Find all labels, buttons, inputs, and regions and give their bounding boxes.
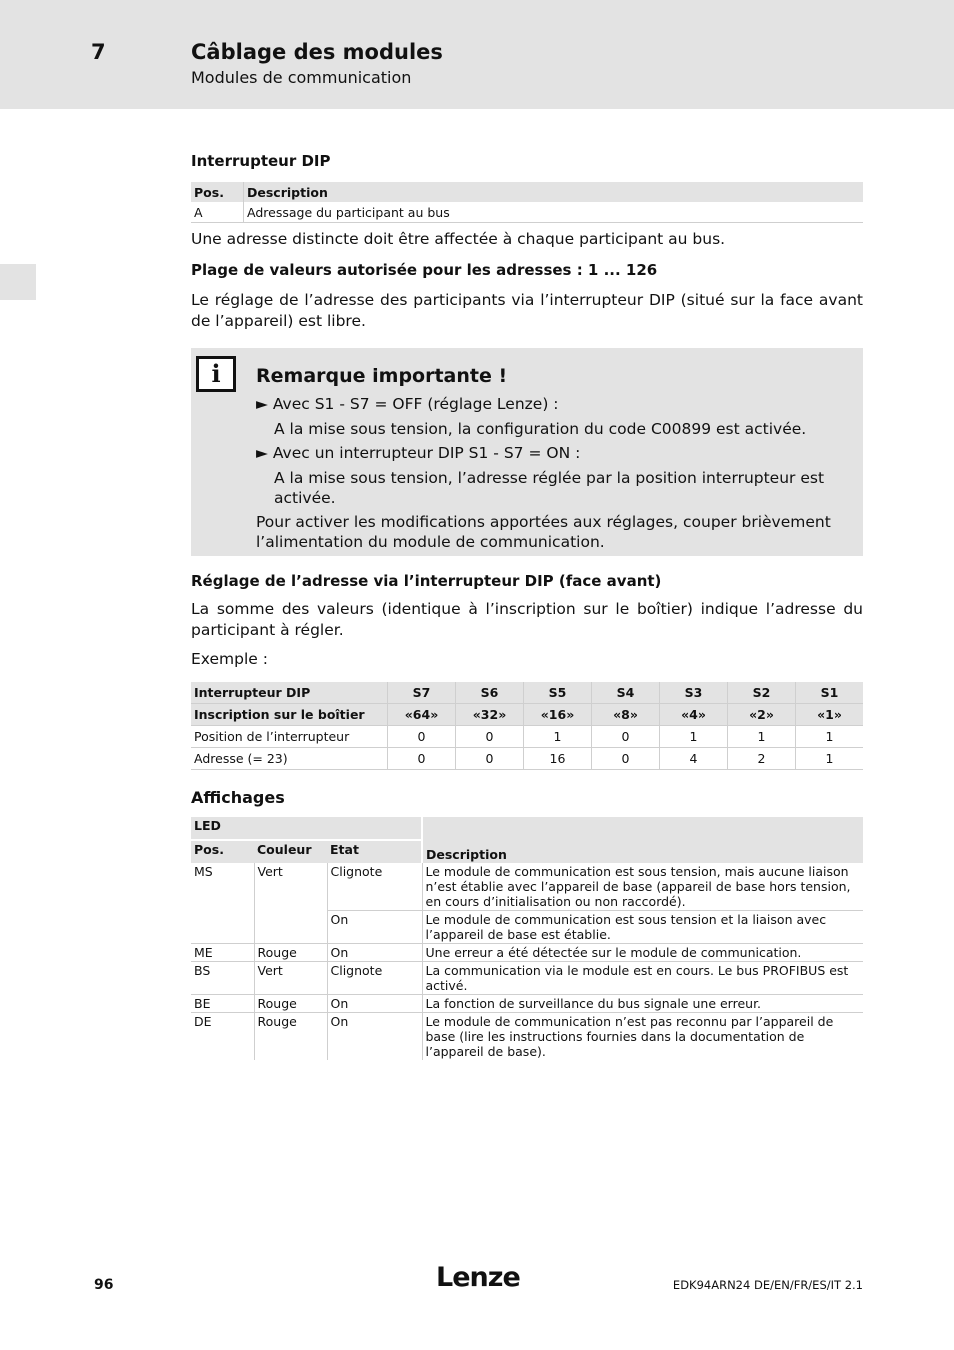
table-cell: 0 — [592, 726, 660, 748]
table-cell: 16 — [524, 748, 592, 770]
table-cell: 0 — [592, 748, 660, 770]
table-cell: 0 — [388, 726, 456, 748]
bullet-arrow-icon: ► — [256, 444, 268, 462]
table-cell: «16» — [524, 704, 592, 726]
table-cell: 0 — [456, 748, 524, 770]
example-label: Exemple : — [191, 650, 268, 668]
led-color: Vert — [254, 962, 327, 995]
row-label: Inscription sur le boîtier — [191, 704, 388, 726]
note-bullet-2-detail-1: A la mise sous tension, l’adresse réglée par la position interrupteur est — [274, 469, 825, 487]
table-cell: 1 — [524, 726, 592, 748]
table-cell: 1 — [796, 726, 864, 748]
led-table — [191, 817, 863, 1060]
table-row — [191, 1013, 863, 1061]
dip-col-pos: Pos. — [191, 182, 244, 202]
led-pos: BE — [191, 995, 254, 1013]
table-cell: S1 — [796, 682, 864, 704]
table-cell: 0 — [456, 726, 524, 748]
chapter-title: Câblage des modules — [191, 40, 443, 64]
table-row — [191, 962, 863, 995]
table-cell: S5 — [524, 682, 592, 704]
table-cell: 1 — [660, 726, 728, 748]
led-state: On — [327, 1013, 422, 1061]
table-cell: «1» — [796, 704, 864, 726]
table-cell: 4 — [660, 748, 728, 770]
led-state: Clignote — [327, 962, 422, 995]
table-cell: 1 — [728, 726, 796, 748]
table-cell: 2 — [728, 748, 796, 770]
table-cell: «32» — [456, 704, 524, 726]
document-reference: EDK94ARN24 DE/EN/FR/ES/IT 2.1 — [672, 1278, 863, 1292]
note-bullet-1: ► Avec S1 - S7 = OFF (réglage Lenze) : — [256, 395, 559, 413]
table-row — [191, 863, 863, 911]
table-cell: S7 — [388, 682, 456, 704]
led-color: Vert — [254, 863, 327, 911]
led-desc: Le module de communication est sous tension, mais aucune liaison n’est établie avec l’appareil de base (appareil de base hors tension, en cours d’initialisation ou non raccordé). — [422, 863, 863, 911]
table-cell: S2 — [728, 682, 796, 704]
led-state: On — [327, 944, 422, 962]
table-row — [191, 911, 863, 944]
table-cell: S3 — [660, 682, 728, 704]
note-bullet-1-detail: A la mise sous tension, la configuration du code C00899 est activée. — [274, 420, 807, 438]
range-heading: Plage de valeurs autorisée pour les adresses : 1 ... 126 — [191, 261, 658, 279]
table-row — [191, 944, 863, 962]
dip-heading: Interrupteur DIP — [191, 152, 331, 170]
led-state: Clignote — [327, 863, 422, 911]
note-bullet-2-detail-2: activée. — [274, 489, 336, 507]
display-heading: Affichages — [191, 788, 285, 807]
table-cell: «8» — [592, 704, 660, 726]
table-row — [191, 726, 863, 748]
table-row — [191, 682, 863, 704]
chapter-number: 7 — [91, 40, 106, 64]
led-color: Rouge — [254, 1013, 327, 1061]
table-cell: S4 — [592, 682, 660, 704]
table-cell: S6 — [456, 682, 524, 704]
dip-para-2: Le réglage de l’adresse des participants via l’interrupteur DIP (situé sur la face avant de l’appareil) est libre. — [191, 291, 863, 330]
led-col-desc: Description — [422, 817, 863, 863]
led-color — [254, 911, 327, 944]
address-para: La somme des valeurs (identique à l’inscription sur le boîtier) indique l’adresse du participant à régler. — [191, 600, 863, 639]
dip-para-1: Une adresse distincte doit être affectée à chaque participant au bus. — [191, 230, 726, 248]
table-cell: «4» — [660, 704, 728, 726]
dip-row-pos: A — [191, 202, 244, 223]
address-heading: Réglage de l’adresse via l’interrupteur DIP (face avant) — [191, 572, 662, 590]
table-row — [191, 704, 863, 726]
chapter-side-tab — [0, 264, 36, 300]
dip-row-desc: Adressage du participant au bus — [244, 202, 864, 223]
header-band — [0, 0, 954, 109]
chapter-subtitle: Modules de communication — [191, 68, 412, 87]
table-cell: 1 — [796, 748, 864, 770]
led-color: Rouge — [254, 995, 327, 1013]
led-desc: Le module de communication est sous tension et la liaison avec l’appareil de base est établie. — [422, 911, 863, 944]
note-closing-1: Pour activer les modifications apportées aux réglages, couper brièvement — [256, 513, 831, 531]
table-cell: «2» — [728, 704, 796, 726]
led-pos: MS — [194, 864, 213, 879]
led-desc: La communication via le module est en cours. Le bus PROFIBUS est activé. — [422, 962, 863, 995]
dip-col-desc: Description — [244, 182, 864, 202]
note-title: Remarque importante ! — [256, 365, 508, 387]
table-row — [191, 202, 863, 223]
led-col-pos: Pos. — [191, 840, 254, 863]
table-row — [191, 995, 863, 1013]
info-i-icon: i — [196, 356, 236, 392]
table-cell: «64» — [388, 704, 456, 726]
led-pos: BS — [191, 962, 254, 995]
led-col-state: Etat — [327, 840, 422, 863]
led-color: Rouge — [254, 944, 327, 962]
led-pos: ME — [191, 944, 254, 962]
row-label: Interrupteur DIP — [191, 682, 388, 704]
led-state: On — [327, 911, 422, 944]
note-bullet-2: ► Avec un interrupteur DIP S1 - S7 = ON : — [256, 444, 581, 462]
led-col-color: Couleur — [254, 840, 327, 863]
important-note — [191, 348, 863, 556]
note-closing-2: l’alimentation du module de communication. — [256, 533, 605, 551]
led-group-header: LED — [191, 817, 422, 840]
led-desc: Une erreur a été détectée sur le module de communication. — [422, 944, 863, 962]
row-label: Adresse (= 23) — [191, 748, 388, 770]
table-row — [191, 748, 863, 770]
led-pos: DE — [194, 1014, 212, 1029]
led-desc: La fonction de surveillance du bus signale une erreur. — [422, 995, 863, 1013]
bullet-arrow-icon: ► — [256, 395, 268, 413]
led-desc: Le module de communication n’est pas reconnu par l’appareil de base (lire les instructions fournies dans la documentation de l’appareil de base). — [422, 1013, 863, 1061]
led-state: On — [327, 995, 422, 1013]
page-number: 96 — [94, 1277, 114, 1293]
dip-table — [191, 182, 863, 223]
table-cell: 0 — [388, 748, 456, 770]
row-label: Position de l’interrupteur — [191, 726, 388, 748]
dip-address-table — [191, 682, 863, 770]
led-pos — [191, 911, 254, 944]
lenze-logo: Lenze — [436, 1262, 520, 1293]
